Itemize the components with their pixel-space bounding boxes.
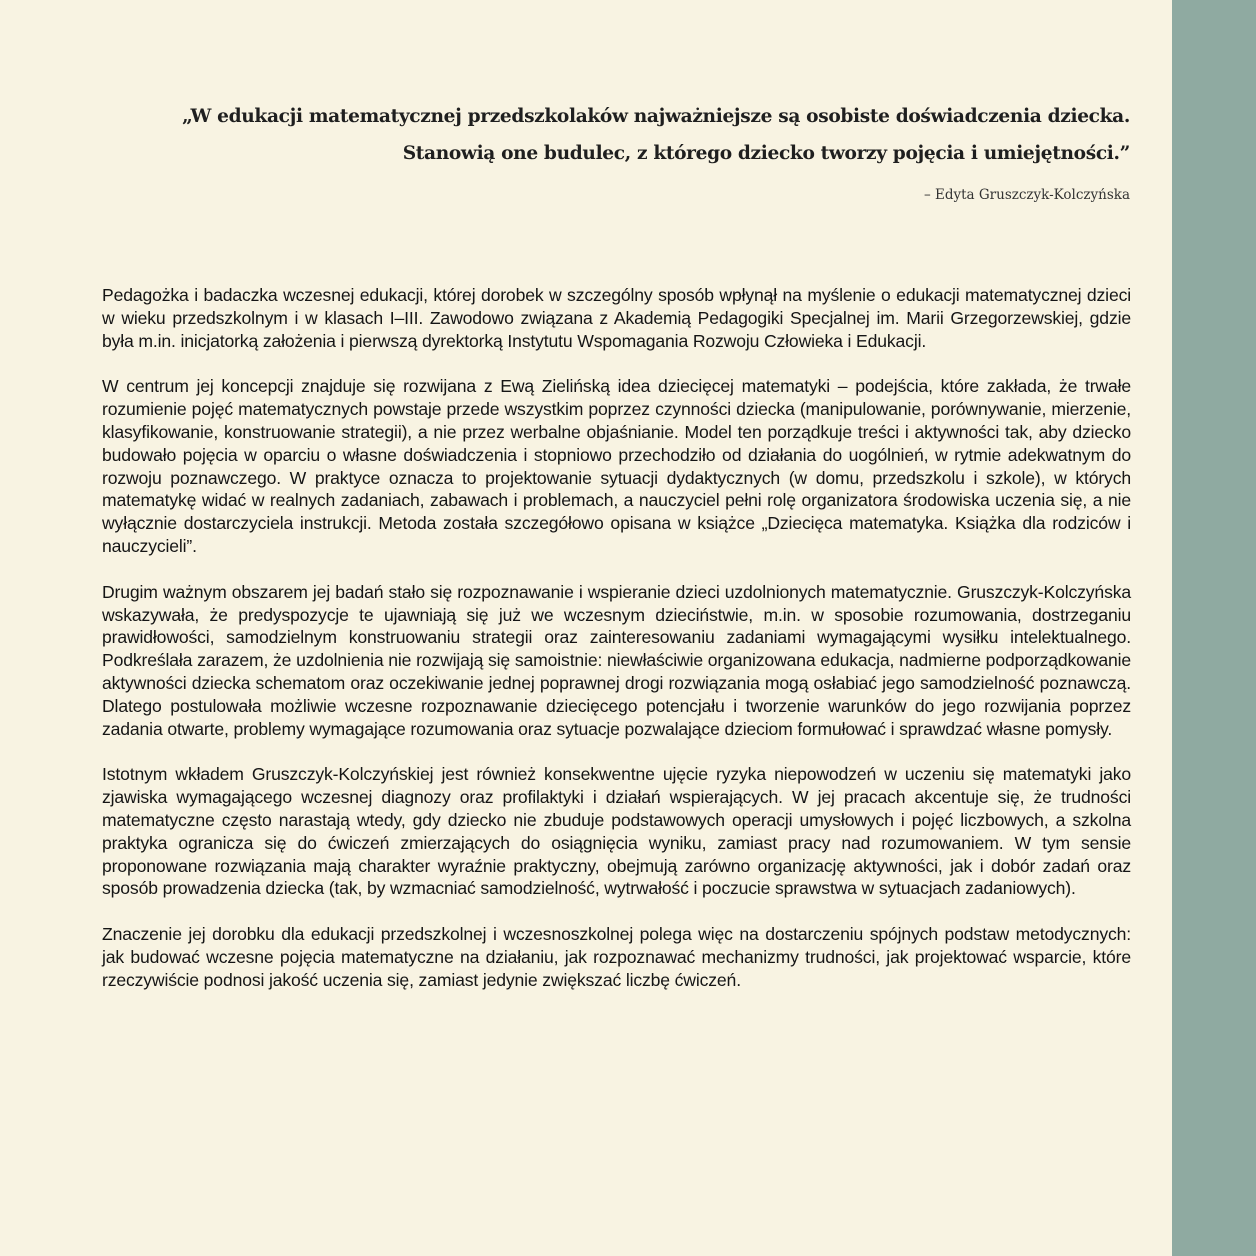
quote-line-2: Stanowią one budulec, z którego dziecko tworzy pojęcia i umiejętności.” bbox=[402, 143, 1130, 164]
body-text bbox=[102, 284, 1131, 1015]
paragraph-1: Pedagożka i badaczka wczesnej edukacji, której dorobek w szczególny sposób wpłynął na myślenie o edukacji matematycznej dzieci w wieku przedszkolnym i w klasach I–III. Zawodowo związana z Akademią Pedagogiki Specjalnej im. Marii Grzegorzewskiej, gdzie była m.in. inicjatorką założenia i pierwszą dyrektorką Instytutu Wspomagania Rozwoju Człowieka i Edukacji. bbox=[102, 285, 1131, 351]
quote-author: – Edyta Gruszczyk-Kolczyńska bbox=[923, 187, 1130, 203]
quote-text bbox=[120, 98, 1130, 172]
paragraph-3: Drugim ważnym obszarem jej badań stało się rozpoznawanie i wspieranie dzieci uzdolnionych matematycznie. Gruszczyk-Kolczyńska wskazywała, że predyspozycje te ujawniają się już we wczesnym dzieciństwie, m.in. w sposobie rozumowania, dostrzeganiu prawidłowości, samodzielnym konstruowaniu strategii oraz zainteresowaniu zadaniami wymagającymi wysiłku intelektualnego. Podkreślała zarazem, że uzdolnienia nie rozwijają się samoistnie: niewłaściwie organizowana edukacja, nadmierne podporządkowanie aktywności dziecka schematom oraz oczekiwanie jednej poprawnej drogi rozwiązania mogą osłabiać jego samodzielność poznawczą. Dlatego postulowała możliwie wczesne rozpoznawanie dziecięcego potencjału i tworzenie warunków do jego rozwijania poprzez zadania otwarte, problemy wymagające rozumowania oraz sytuacje pozwalające dzieciom formułować i sprawdzać własne pomysły. bbox=[102, 581, 1131, 739]
quote-line-1: „W edukacji matematycznej przedszkolaków najważniejsze są osobiste doświadczenia dziecka. bbox=[182, 106, 1130, 127]
paragraph-2: W centrum jej koncepcji znajduje się rozwijana z Ewą Zielińską idea dziecięcej matematyki – podejścia, które zakłada, że trwałe rozumienie pojęć matematycznych powstaje przede wszystkim poprzez czynności dziecka (manipulowanie, porównywanie, mierzenie, klasyfikowanie, konstruowanie strategii), a nie przez werbalne objaśnianie. Model ten porządkuje treści i aktywności tak, aby dziecko budowało pojęcia w oparciu o własne doświadczenia i stopniowo przechodziło od działania do uogólnień, w rytmie adekwatnym do rozwoju poznawczego. W praktyce oznacza to projektowanie sytuacji dydaktycznych (w domu, przedszkolu i szkole), w których matematykę widać w realnych zadaniach, zabawach i problemach, a nauczyciel pełni rolę organizatora środowiska uczenia się, a nie wyłącznie dostarczyciela instrukcji. Metoda została szczegółowo opisana w książce „Dziecięca matematyka. Książka dla rodziców i nauczycieli”. bbox=[102, 376, 1131, 556]
paragraph-4: Istotnym wkładem Gruszczyk-Kolczyńskiej jest również konsekwentne ujęcie ryzyka niepowodzeń w uczeniu się matematyki jako zjawiska wymagającego wczesnej diagnozy oraz profilaktyki i działań wspierających. W jej pracach akcentuje się, że trudności matematyczne często narastają wtedy, gdy dziecko nie zbuduje podstawowych operacji umysłowych i pojęć liczbowych, a szkolna praktyka ogranicza się do ćwiczeń zmierzających do osiągnięcia wyniku, zamiast pracy nad rozumowaniem. W tym sensie proponowane rozwiązania mają charakter wyraźnie praktyczny, obejmują zarówno organizację aktywności, jak i dobór zadań oraz sposób prowadzenia dziecka (tak, by wzmacniać samodzielność, wytrwałość i poczucie sprawstwa w sytuacjach zadaniowych). bbox=[102, 764, 1131, 899]
quote-block bbox=[120, 98, 1130, 206]
paragraph-5: Znaczenie jej dorobku dla edukacji przedszkolnej i wczesnoszkolnej polega więc na dostarczeniu spójnych podstaw metodycznych: jak budować wczesne pojęcia matematyczne na działaniu, jak rozpoznawać mechanizmy trudności, jak projektować wsparcie, które rzeczywiście podnosi jakość uczenia się, zamiast jedynie zwiększać liczbę ćwiczeń. bbox=[102, 924, 1131, 990]
side-color-bar bbox=[1172, 0, 1256, 1256]
